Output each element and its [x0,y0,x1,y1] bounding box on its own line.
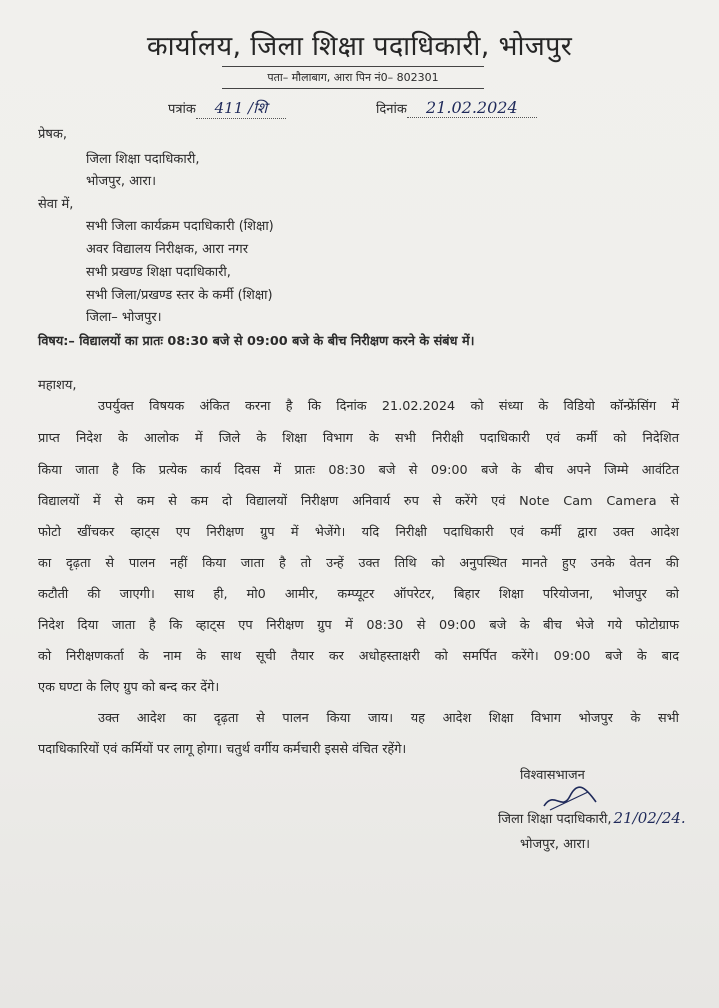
signatory-designation: जिला शिक्षा पदाधिकारी, [498,812,612,827]
paragraph-line: कटौती की जाएगी। साथ ही, मो0 आमीर, कम्प्यूटर ऑपरेटर, बिहार शिक्षा परियोजना, भोजपुर को [38,587,679,602]
patrank-field [168,98,286,119]
title-divider [222,66,484,67]
recipient-line: सभी जिला/प्रखण्ड स्तर के कर्मी (शिक्षा) [86,288,273,303]
signature-block [498,809,686,827]
paragraph-line: उपर्युक्त विषयक अंकित करना है कि दिनांक 21.02.2024 को संध्या के विडियो कॉन्फ्रेंसिंग में [98,399,679,414]
subject-line: विषय:– विद्यालयों का प्रातः 08:30 बजे से 09:00 बजे के बीच निरीक्षण करने के संबंध में। [38,334,475,349]
dinank-label: दिनांक [376,102,407,117]
recipient-line: जिला– भोजपुर। [86,310,162,325]
recipient-line: सभी जिला कार्यक्रम पदाधिकारी (शिक्षा) [86,219,274,234]
office-address: पता– मौलाबाग, आरा पिन नं0– 802301 [267,71,439,84]
paragraph-line: पदाधिकारियों एवं कर्मियों पर लागू होगा। चतुर्थ वर्गीय कर्मचारी इससे वंचित रहेंगे। [38,742,407,757]
dinank-value: 21.02.2024 [426,98,518,117]
paragraph-line: को निरीक्षणकर्ता के नाम के साथ सूची तैयार कर अधोहस्ताक्षरी को समर्पित करेंगे। 09:00 बजे के बाद [38,649,679,664]
paragraph-line: उक्त आदेश का दृढ़ता से पालन किया जाय। यह आदेश शिक्षा विभाग भोजपुर के सभी [98,711,679,726]
address-divider [222,88,484,89]
paragraph-line: का दृढ़ता से पालन नहीं किया जाता है तो उन्हें उक्त तिथि को अनुपस्थित मानते हुए उनके वेतन की [38,556,679,571]
recipient-line: सभी प्रखण्ड शिक्षा पदाधिकारी, [86,265,231,280]
recipient-label: सेवा में, [38,197,74,212]
salutation: महाशय, [38,378,77,393]
office-title: कार्यालय, जिला शिक्षा पदाधिकारी, भोजपुर [146,31,573,62]
paragraph-line: किया जाता है कि प्रत्येक कार्य दिवस में प्रातः 08:30 बजे से 09:00 बजे के बीच अपने जिम्मे आवंटित [38,463,679,478]
sender-line: जिला शिक्षा पदाधिकारी, [86,152,200,167]
paragraph-line: फोटो खींचकर व्हाट्स एप निरीक्षण ग्रुप में भेजेंगे। यदि निरीक्षी पदाधिकारी एवं कर्मी द्वारा उक्त आदेश [38,525,679,540]
paragraph-line: प्राप्त निदेश के आलोक में जिले के शिक्षा विभाग के सभी निरीक्षी पदाधिकारी एवं कर्मी को निदेशित [38,431,679,446]
paragraph-line: निदेश दिया जाता है कि व्हाट्स एप निरीक्षण ग्रुप में 08:30 से 09:00 बजे के बीच भेजे गये फोटोग्राफ [38,618,679,633]
dinank-field [376,98,537,118]
paragraph-line: एक घण्टा के लिए ग्रुप को बन्द कर देंगे। [38,680,220,695]
sender-line: भोजपुर, आरा। [86,174,157,189]
sender-label: प्रेषक, [38,127,68,142]
patrank-value: 411 /शि [214,99,268,117]
signature-date: 21/02/24. [613,809,686,827]
closing-yours: विश्वासभाजन [520,768,585,783]
recipient-line: अवर विद्यालय निरीक्षक, आरा नगर [86,242,249,257]
patrank-label: पत्रांक [168,102,196,117]
paragraph-line: विद्यालयों में से कम से कम दो विद्यालयों निरीक्षण अनिवार्य रुप से करेंगे एवं Note Cam Camera से [38,494,679,509]
signatory-place: भोजपुर, आरा। [520,837,591,852]
